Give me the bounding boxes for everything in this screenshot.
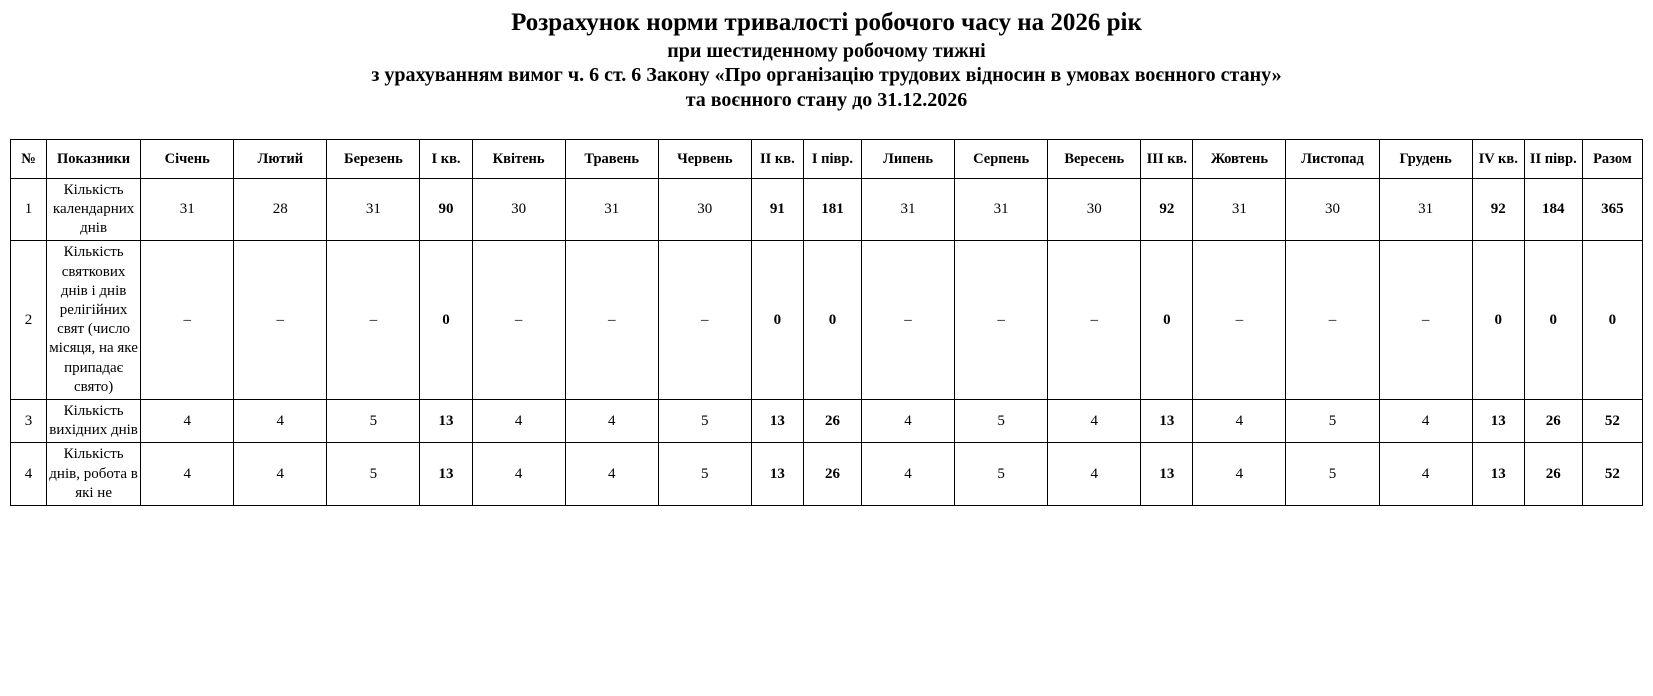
row-number: 3 [11, 399, 47, 442]
column-header-19: II півр. [1524, 139, 1582, 178]
column-header-0: № [11, 139, 47, 178]
cell-value: – [234, 241, 327, 400]
column-header-8: Червень [658, 139, 751, 178]
column-header-13: Вересень [1048, 139, 1141, 178]
column-header-5: I кв. [420, 139, 472, 178]
row-label: Кількість вихідних днів [47, 399, 141, 442]
page-subtitle-2: з урахуванням вимог ч. 6 ст. 6 Закону «Про організацію трудових відносин в умовах воєнного стану» [371, 64, 1282, 87]
cell-value: 13 [751, 443, 803, 506]
cell-value: 4 [1379, 399, 1472, 442]
cell-value: 0 [1141, 241, 1193, 400]
column-header-7: Травень [565, 139, 658, 178]
cell-value: 52 [1582, 399, 1642, 442]
cell-value: 13 [1472, 443, 1524, 506]
cell-value: – [955, 241, 1048, 400]
table-row [11, 399, 1643, 442]
cell-value: 4 [1048, 443, 1141, 506]
column-header-9: II кв. [751, 139, 803, 178]
cell-value: 31 [565, 178, 658, 241]
cell-value: 90 [420, 178, 472, 241]
cell-value: 30 [658, 178, 751, 241]
row-number: 4 [11, 443, 47, 506]
cell-value: 4 [861, 399, 954, 442]
cell-value: – [565, 241, 658, 400]
cell-value: – [1048, 241, 1141, 400]
cell-value: 4 [861, 443, 954, 506]
cell-value: 26 [803, 443, 861, 506]
cell-value: – [1193, 241, 1286, 400]
cell-value: – [141, 241, 234, 400]
cell-value: 31 [1379, 178, 1472, 241]
cell-value: 52 [1582, 443, 1642, 506]
cell-value: 4 [141, 399, 234, 442]
column-header-12: Серпень [955, 139, 1048, 178]
cell-value: 181 [803, 178, 861, 241]
cell-value: – [1286, 241, 1379, 400]
working-time-norm-table [10, 139, 1643, 506]
cell-value: 26 [1524, 399, 1582, 442]
column-header-1: Показники [47, 139, 141, 178]
cell-value: 5 [955, 399, 1048, 442]
cell-value: 30 [1286, 178, 1379, 241]
cell-value: 30 [1048, 178, 1141, 241]
cell-value: 0 [803, 241, 861, 400]
table-row [11, 178, 1643, 241]
cell-value: – [327, 241, 420, 400]
cell-value: 92 [1141, 178, 1193, 241]
cell-value: 26 [1524, 443, 1582, 506]
cell-value: 5 [327, 399, 420, 442]
cell-value: 13 [751, 399, 803, 442]
page-title: Розрахунок норми тривалості робочого часу на 2026 рік [511, 9, 1142, 36]
cell-value: 92 [1472, 178, 1524, 241]
column-header-17: Грудень [1379, 139, 1472, 178]
cell-value: 5 [658, 443, 751, 506]
cell-value: 0 [1582, 241, 1642, 400]
column-header-3: Лютий [234, 139, 327, 178]
cell-value: 31 [327, 178, 420, 241]
cell-value: – [472, 241, 565, 400]
cell-value: 13 [420, 443, 472, 506]
cell-value: 13 [420, 399, 472, 442]
cell-value: 365 [1582, 178, 1642, 241]
table-row [11, 241, 1643, 400]
cell-value: 31 [861, 178, 954, 241]
row-number: 2 [11, 241, 47, 400]
cell-value: 13 [1141, 443, 1193, 506]
cell-value: 184 [1524, 178, 1582, 241]
cell-value: 5 [1286, 443, 1379, 506]
column-header-6: Квітень [472, 139, 565, 178]
cell-value: 5 [955, 443, 1048, 506]
cell-value: 4 [472, 443, 565, 506]
cell-value: 0 [751, 241, 803, 400]
cell-value: 4 [234, 443, 327, 506]
column-header-15: Жовтень [1193, 139, 1286, 178]
table-body [11, 178, 1643, 505]
cell-value: 13 [1472, 399, 1524, 442]
cell-value: 4 [472, 399, 565, 442]
cell-value: – [658, 241, 751, 400]
cell-value: 26 [803, 399, 861, 442]
page-subtitle-1: при шестиденному робочому тижні [667, 39, 986, 62]
table-row [11, 443, 1643, 506]
cell-value: 4 [1193, 399, 1286, 442]
row-number: 1 [11, 178, 47, 241]
row-label: Кількість календарних днів [47, 178, 141, 241]
cell-value: 13 [1141, 399, 1193, 442]
document-title-block [0, 0, 1653, 113]
cell-value: 91 [751, 178, 803, 241]
column-header-18: IV кв. [1472, 139, 1524, 178]
cell-value: 0 [1472, 241, 1524, 400]
page-subtitle-3: та воєнного стану до 31.12.2026 [685, 89, 968, 112]
column-header-4: Березень [327, 139, 420, 178]
column-header-11: Липень [861, 139, 954, 178]
cell-value: 31 [1193, 178, 1286, 241]
cell-value: 4 [565, 399, 658, 442]
cell-value: 4 [1048, 399, 1141, 442]
cell-value: 4 [565, 443, 658, 506]
cell-value: 5 [658, 399, 751, 442]
cell-value: 31 [141, 178, 234, 241]
table-header-row-group [11, 139, 1643, 178]
table-header-row [11, 139, 1643, 178]
cell-value: 4 [234, 399, 327, 442]
row-label: Кількість святкових днів і днів релігійних свят (число місяця, на яке припадає свято) [47, 241, 141, 400]
cell-value: 5 [1286, 399, 1379, 442]
cell-value: – [861, 241, 954, 400]
cell-value: 5 [327, 443, 420, 506]
column-header-20: Разом [1582, 139, 1642, 178]
cell-value: 28 [234, 178, 327, 241]
cell-value: – [1379, 241, 1472, 400]
row-label: Кількість днів, робота в які не [47, 443, 141, 506]
norm-table-container [0, 139, 1653, 506]
cell-value: 4 [141, 443, 234, 506]
cell-value: 0 [1524, 241, 1582, 400]
cell-value: 30 [472, 178, 565, 241]
column-header-10: I півр. [803, 139, 861, 178]
cell-value: 31 [955, 178, 1048, 241]
cell-value: 4 [1193, 443, 1286, 506]
cell-value: 4 [1379, 443, 1472, 506]
column-header-16: Листопад [1286, 139, 1379, 178]
cell-value: 0 [420, 241, 472, 400]
column-header-2: Січень [141, 139, 234, 178]
column-header-14: III кв. [1141, 139, 1193, 178]
